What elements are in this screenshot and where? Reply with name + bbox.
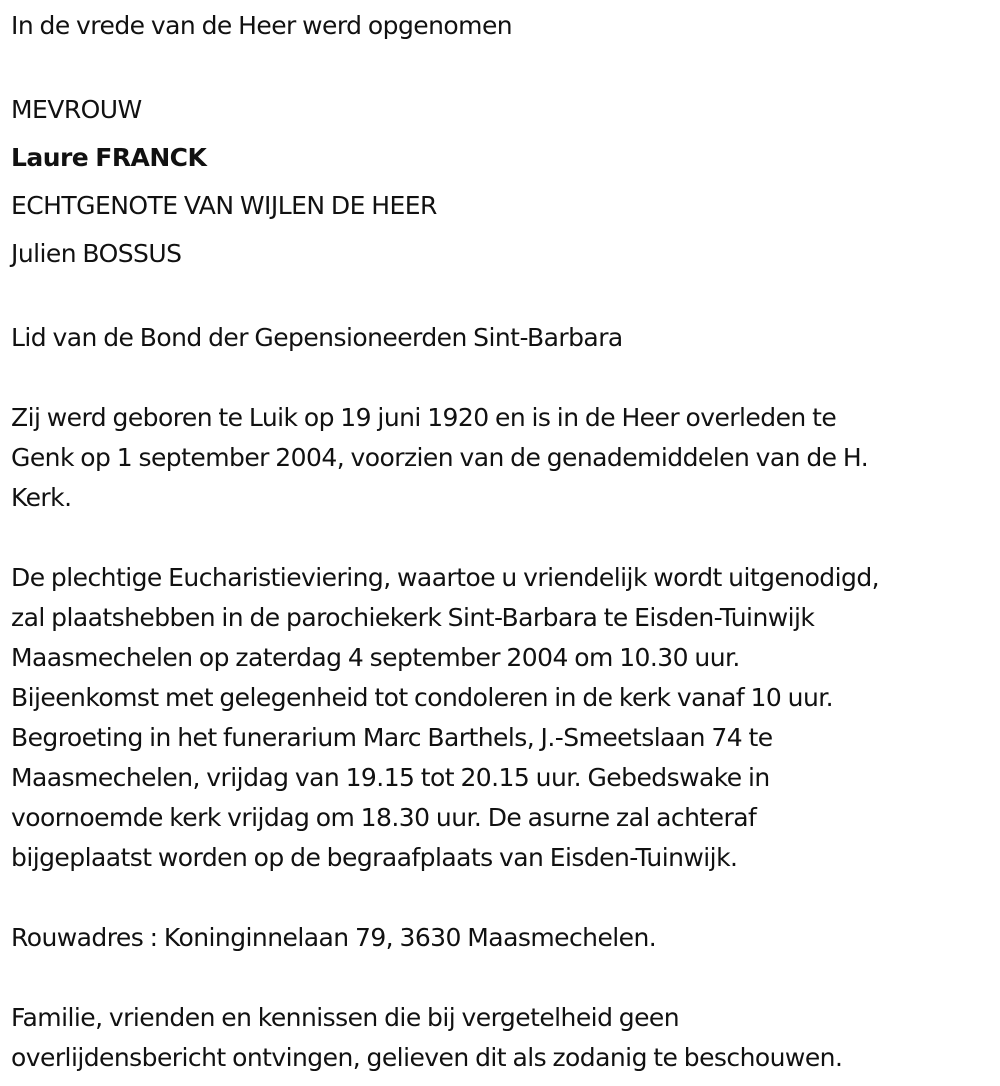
closing-paragraph (11, 998, 996, 1078)
ceremony-paragraph (11, 558, 996, 878)
spacer (11, 878, 996, 918)
deceased-header (11, 86, 996, 278)
paragraph-line: De plechtige Eucharistieviering, waartoe u vriendelijk wordt uitgenodigd, (11, 563, 880, 592)
paragraph-line: Familie, vrienden en kennissen die bij vergetelheid geen (11, 1003, 680, 1032)
intro-line: In de vrede van de Heer werd opgenomen (11, 11, 513, 40)
spacer (11, 958, 996, 998)
title-line: MEVROUW (11, 95, 142, 124)
paragraph-line: Bijeenkomst met gelegenheid tot condoleren in de kerk vanaf 10 uur. (11, 683, 834, 712)
spacer (11, 46, 996, 86)
paragraph-line: overlijdensbericht ontvingen, gelieven dit als zodanig te beschouwen. (11, 1043, 843, 1072)
paragraph-line: Zij werd geboren te Luik op 19 juni 1920 en is in de Heer overleden te (11, 403, 837, 432)
death-notice (11, 6, 996, 1078)
paragraph-line: Maasmechelen op zaterdag 4 september 2004 om 10.30 uur. (11, 643, 740, 672)
deceased-name: Laure FRANCK (11, 143, 207, 172)
relation-line: ECHTGENOTE VAN WIJLEN DE HEER (11, 191, 437, 220)
mourning-address: Rouwadres : Koninginnelaan 79, 3630 Maasmechelen. (11, 923, 657, 952)
spacer (11, 518, 996, 558)
paragraph-line: voornoemde kerk vrijdag om 18.30 uur. De asurne zal achteraf (11, 803, 757, 832)
spacer (11, 278, 996, 318)
paragraph-line: Maasmechelen, vrijdag van 19.15 tot 20.15 uur. Gebedswake in (11, 763, 770, 792)
spouse-name: Julien BOSSUS (11, 239, 182, 268)
spacer (11, 358, 996, 398)
paragraph-line: zal plaatshebben in de parochiekerk Sint-Barbara te Eisden-Tuinwijk (11, 603, 815, 632)
paragraph-line: bijgeplaatst worden op de begraafplaats van Eisden-Tuinwijk. (11, 843, 738, 872)
birth-death-paragraph (11, 398, 996, 518)
paragraph-line: Genk op 1 september 2004, voorzien van de genademiddelen van de H. (11, 443, 869, 472)
paragraph-line: Begroeting in het funerarium Marc Barthels, J.-Smeetslaan 74 te (11, 723, 773, 752)
membership-line: Lid van de Bond der Gepensioneerden Sint-Barbara (11, 323, 623, 352)
paragraph-line: Kerk. (11, 483, 72, 512)
